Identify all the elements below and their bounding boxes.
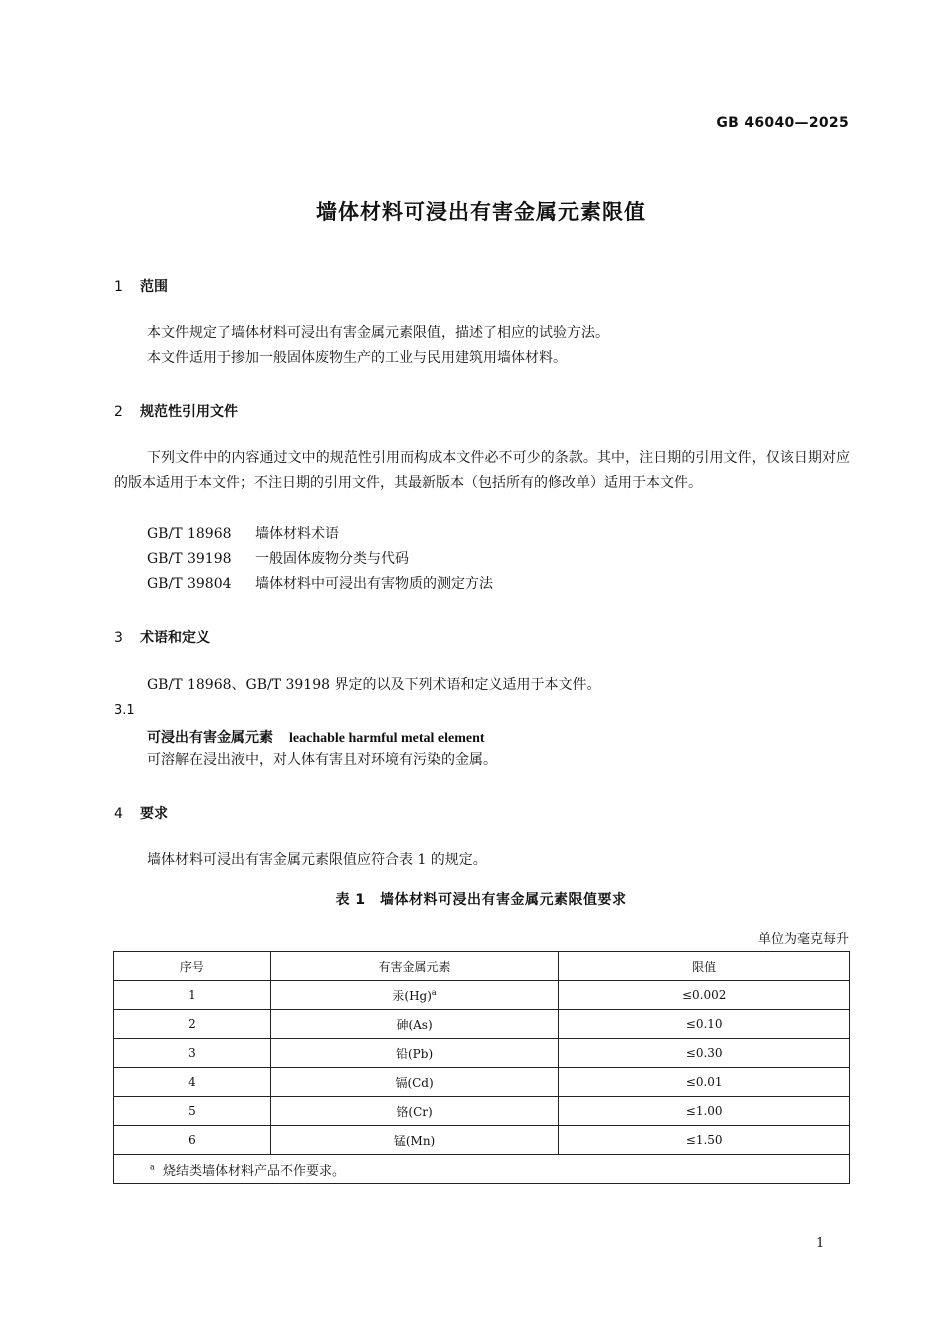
- section-number: 2: [114, 404, 123, 420]
- table-note-row: [114, 1155, 850, 1184]
- reference-title: 墙体材料中可浸出有害物质的测定方法: [255, 576, 493, 592]
- term-number: 3.1: [114, 703, 135, 718]
- reference-item: [147, 572, 493, 597]
- term-chinese: 可浸出有害金属元素: [147, 730, 273, 746]
- reference-code: GB/T 18968: [147, 526, 232, 542]
- cell-element: 锰(Mn): [270, 1126, 559, 1155]
- cell-number: 6: [114, 1126, 271, 1155]
- section-title: 要求: [140, 806, 168, 822]
- cell-element: 砷(As): [270, 1010, 559, 1039]
- scope-paragraph-2: 本文件适用于掺加一般固体废物生产的工业与民用建筑用墙体材料。: [147, 350, 567, 366]
- table-row: [114, 1039, 850, 1068]
- table-caption: 表 1 墙体材料可浸出有害金属元素限值要求: [335, 892, 627, 908]
- cell-limit: ≤1.00: [559, 1097, 850, 1126]
- cell-limit: ≤0.01: [559, 1068, 850, 1097]
- term-definition: 可溶解在浸出液中，对人体有害且对环境有污染的金属。: [147, 752, 497, 768]
- cell-limit: ≤0.002: [559, 981, 850, 1010]
- header-cell-element: 有害金属元素: [270, 952, 559, 981]
- footnote-marker: a: [431, 987, 437, 997]
- requirements-paragraph: 墙体材料可浸出有害金属元素限值应符合表 1 的规定。: [147, 852, 487, 868]
- cell-element: [270, 981, 559, 1010]
- terms-intro: GB/T 18968、GB/T 39198 界定的以及下列术语和定义适用于本文件。: [147, 677, 601, 693]
- section-title: 术语和定义: [140, 630, 210, 646]
- footnote-text: 烧结类墙体材料产品不作要求。: [163, 1163, 346, 1179]
- page-number: 1: [816, 1236, 825, 1251]
- cell-element: 镉(Cd): [270, 1068, 559, 1097]
- cell-number: 5: [114, 1097, 271, 1126]
- cell-number: 3: [114, 1039, 271, 1068]
- table-unit: 单位为毫克每升: [757, 932, 849, 947]
- term-entry: [147, 727, 485, 747]
- cell-limit: ≤0.30: [559, 1039, 850, 1068]
- section-number: 1: [114, 279, 123, 295]
- section-1-heading: [114, 276, 168, 296]
- table-row: [114, 1010, 850, 1039]
- header-cell-number: 序号: [114, 952, 271, 981]
- limits-table: [113, 951, 850, 1184]
- section-title: 范围: [140, 279, 168, 295]
- table-footnote: [114, 1155, 850, 1184]
- cell-number: 2: [114, 1010, 271, 1039]
- table-row: [114, 1068, 850, 1097]
- reference-code: GB/T 39198: [147, 551, 232, 567]
- reference-code: GB/T 39804: [147, 576, 232, 592]
- footnote-marker: a: [150, 1162, 155, 1172]
- term-english: leachable harmful metal element: [289, 731, 485, 746]
- scope-paragraph-1: 本文件规定了墙体材料可浸出有害金属元素限值，描述了相应的试验方法。: [147, 325, 609, 341]
- section-3-heading: [114, 627, 210, 647]
- section-number: 3: [114, 630, 123, 646]
- cell-element: 铅(Pb): [270, 1039, 559, 1068]
- cell-limit: ≤1.50: [559, 1126, 850, 1155]
- section-4-heading: [114, 803, 168, 823]
- table-header-row: [114, 952, 850, 981]
- reference-title: 一般固体废物分类与代码: [255, 551, 409, 567]
- cell-number: 1: [114, 981, 271, 1010]
- cell-limit: ≤0.10: [559, 1010, 850, 1039]
- normative-references-intro: 下列文件中的内容通过文中的规范性引用而构成本文件必不可少的条款。其中，注日期的引用文件，仅该日期对应的版本适用于本文件；不注日期的引用文件，其最新版本（包括所有的修改单）适用于本文件。: [114, 450, 850, 491]
- reference-item: [147, 547, 409, 572]
- reference-title: 墙体材料术语: [255, 526, 339, 542]
- table-row: [114, 1126, 850, 1155]
- section-title: 规范性引用文件: [140, 404, 238, 420]
- document-title: 墙体材料可浸出有害金属元素限值: [316, 200, 646, 224]
- header-cell-limit: 限值: [559, 952, 850, 981]
- standard-number: GB 46040—2025: [716, 115, 849, 131]
- table-row: [114, 981, 850, 1010]
- section-2-heading: [114, 401, 238, 421]
- cell-element: 铬(Cr): [270, 1097, 559, 1126]
- element-name: 汞(Hg): [392, 988, 432, 1003]
- table-row: [114, 1097, 850, 1126]
- section-number: 4: [114, 806, 123, 822]
- reference-item: [147, 522, 339, 547]
- cell-number: 4: [114, 1068, 271, 1097]
